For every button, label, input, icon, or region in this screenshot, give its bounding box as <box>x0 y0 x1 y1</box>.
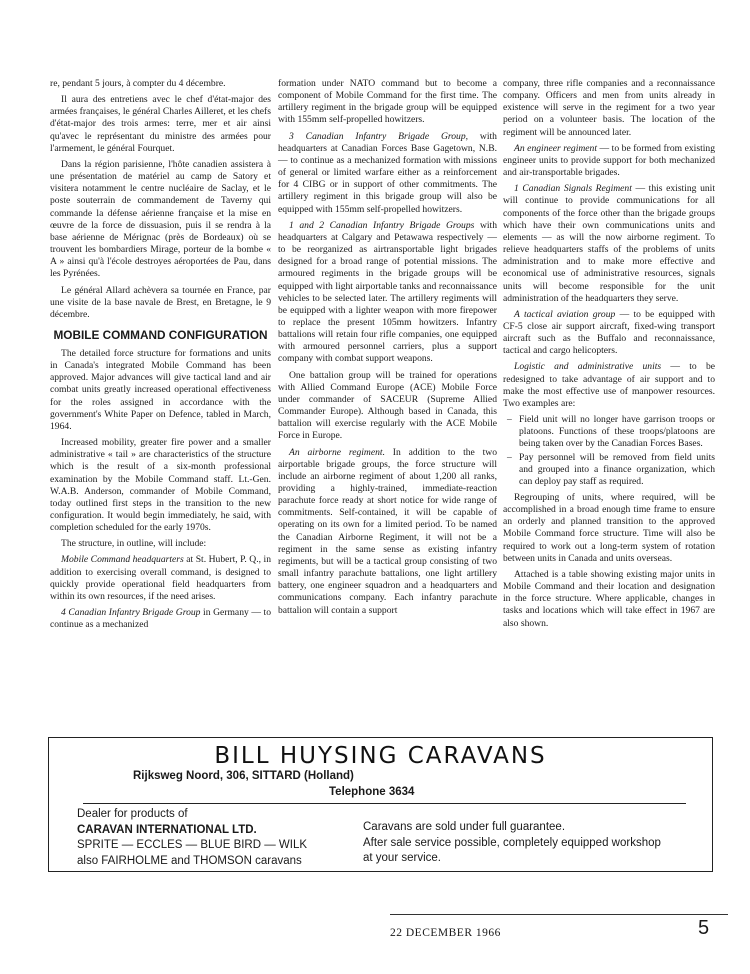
italic-lead: An engineer regiment <box>514 142 598 154</box>
ad-line: also FAIRHOLME and THOMSON caravans <box>77 854 302 867</box>
ad-line: Dealer for products of <box>77 808 188 820</box>
italic-lead: An airborne regiment. <box>289 446 385 458</box>
paragraph: The structure, in outline, will include: <box>61 538 207 550</box>
paragraph: One battalion group will be trained for operations with Allied Command Europe (ACE) Mobile Force under commander of SACEUR (Supreme Allied Commander Europe). Although based in Canada, this battalion will exercise regularly with the ACE Mobile Force in Europe. <box>278 369 497 442</box>
advertisement-box <box>48 737 713 872</box>
paragraph: formation under NATO command but to become a component of Mobile Command for the first time. The artillery regiment in the brigade group will be equipped with 155mm self-propelled howitzers. <box>278 78 497 126</box>
ad-line: Caravans are sold under full guarantee. <box>363 821 566 833</box>
ad-address: Rijksweg Noord, 306, SITTARD (Holland) <box>133 770 354 782</box>
paragraph <box>278 131 497 216</box>
footer-divider <box>390 914 728 915</box>
italic-lead: Mobile Command headquarters <box>61 554 184 566</box>
italic-lead: 1 and 2 Canadian Infantry Brigade Groups <box>289 219 475 231</box>
paragraph <box>278 220 497 366</box>
article-column-1 <box>50 78 271 635</box>
list-item: – Field unit will no longer have garrison troops or platoons. Functions of these troops/platoons are being taken over by the Canadian Forces Bases. <box>503 414 715 450</box>
ad-line: SPRITE — ECCLES — BLUE BIRD — WILK <box>77 839 308 851</box>
paragraph: Il aura des entretiens avec le chef d'état-major des armées françaises, le général Charles Ailleret, et les chefs d'état-major des trois armes: terre, mer et air ainsi qu'avec le représentant du ministre des armées pour l'armement, le général Fourquet. <box>50 94 271 154</box>
paragraph: Attached is a table showing existing major units in Mobile Command and their location and designation in the force structure. Where applicable, changes in tasks and locations which will take effect in 1967 are also shown. <box>503 568 715 629</box>
article-column-3 <box>503 78 715 634</box>
italic-lead: 4 Canadian Infantry Brigade Group <box>61 607 201 619</box>
paragraph-text: in Germany — to continue as a mechanized <box>50 607 271 631</box>
paragraph: Regrouping of units, where required, will be accomplished in a broad enough time frame to ensure an orderly and planned transition to the approved Mobile Command force structure. Time will also be required to work out a long-term system of rotation between units in Canada and units overseas. <box>503 492 715 564</box>
italic-lead: Logistic and administrative units <box>514 361 662 373</box>
paragraph: The detailed force structure for formations and units in Canada's integrated Mobile Command has been approved. Major advances will give tactical land and air combat units greatly increased operational effectiveness for the roles assigned in accordance with the government's White Paper on Defence, tabled in March, 1964. <box>50 347 271 432</box>
ad-title: BILL HUYSING CARAVANS <box>214 743 547 769</box>
ad-line: After sale service possible, completely equipped workshop <box>363 836 661 849</box>
paragraph <box>503 183 715 305</box>
paragraph-text: — to be formed from existing engineer units to provide support for both mechanized and air-transportable brigades. <box>503 142 715 179</box>
paragraph: Dans la région parisienne, l'hôte canadien assistera à une présentation de matériel au camp de Satory et visitera notamment le centre nucléaire de Saclay, et le poste souterrain de commandement de Taverny qui commande la défense aérienne française et la mise en œuvre de la force de dissuasion, puis il se rendra à la base aérienne de Mérignac (près de Bordeaux) où se trouvent les bombardiers Mirage, porteur de la bombe « A » ainsi qu'à l'école destroyes aéroportées de Pau, dans les Pyrénées. <box>50 158 271 280</box>
paragraph <box>50 607 271 631</box>
ad-line: at your service. <box>363 852 441 864</box>
footer-date: 22 DECEMBER 1966 <box>390 927 501 939</box>
paragraph-text: In addition to the two airportable brigade groups, the force structure will include an airborne regiment of about 1,200 all ranks, providing a highly-trained, immediate-reaction parachute force ready at short notice for wide range of commitments. Self-contained, it will be capable of operating on its own for a limited period. To be named the Canadian Airborne Regiment, it will not be a regiment in the same sense as existing infantry regiments, but will be a tactical group consisting of two small infantry parachute battalions, one light artillery battery, one engineer squadron and a headquarters and communications company. Each infantry parachute battalion will contain a support <box>278 446 497 616</box>
paragraph <box>503 361 715 410</box>
paragraph <box>503 143 715 179</box>
ad-service-info <box>363 820 661 867</box>
section-heading: MOBILE COMMAND CONFIGURATION <box>53 327 268 342</box>
italic-lead: 1 Canadian Signals Regiment <box>514 183 632 195</box>
paragraph-text: with headquarters at Canadian Forces Base Gagetown, N.B. — to continue as a mechanized formation with missions of general or limited warfare either as a reinforcement for 4 CIBG or in support of other commitments. The artillery regiment in this brigade group will also be equipped with 155mm self-propelled howitzers. <box>278 130 497 215</box>
paragraph-text: at St. Hubert, P. Q., in addition to exercising overall command, is designed to quickly provide operational field headquarters from within its own resources, if the need arises. <box>50 554 271 602</box>
paragraph-text: — this existing unit will continue to provide communications for all components of the force other than the brigade groups which have their own communications units and elements — as will the now airborne regiment. To relieve headquarters staffs of the problems of units administration and to make more effective and economical use of administrative resources, signals units will become responsible for the unit administration of the headquarters they serve. <box>503 183 715 304</box>
paragraph: re, pendant 5 jours, à compter du 4 décembre. <box>50 78 226 89</box>
paragraph-text: — to be redesigned to take advantage of air support and to make the most effective use of manpower resources. Two examples are: <box>503 361 715 409</box>
ad-phone: Telephone 3634 <box>329 786 415 798</box>
paragraph <box>50 554 271 603</box>
article-column-2 <box>278 78 497 621</box>
paragraph <box>503 309 715 358</box>
paragraph: Increased mobility, greater fire power and a smaller administrative « tail » are characteristics of the structure which is the result of a six-month professional examination by the Mobile Command staff. Lt.-Gen. W.A.B. Anderson, commander of Mobile Command, today outlined first steps in the transition to the new configuration. It would begin immediately, he said, with completion scheduled for the early 1970s. <box>50 437 271 534</box>
paragraph: Le général Allard achèvera sa tournée en France, par une visite de la base navale de Brest, en Bretagne, le 9 décembre. <box>50 284 271 320</box>
list-item: – Pay personnel will be removed from field units and grouped into a finance organization, which can deploy pay staff as required. <box>503 452 715 488</box>
ad-line: CARAVAN INTERNATIONAL LTD. <box>77 823 257 836</box>
example-list <box>503 414 715 488</box>
paragraph: company, three rifle companies and a reconnaissance company. Officers and men from units already in existence will serve in the regiment for a two year period on a volunteer basis. The location of the regiment will be announced later. <box>503 78 715 138</box>
paragraph-text: — to be equipped with CF-5 close air support aircraft, fixed-wing transport aircraft such as the Buffalo and reconnaissance, tactical and cargo helicopters. <box>503 308 715 357</box>
italic-lead: 3 Canadian Infantry Brigade Group, <box>289 130 469 142</box>
ad-divider <box>83 803 686 804</box>
paragraph-text: with headquarters at Calgary and Petawawa respectively — to be reorganized as airtransportable light brigades designed for a broad range of potential missions. The armoured regiments in the brigade groups will be equipped with light airportable tanks and reconnaissance vehicles to be selected later. The artillery regiments will be equipped with a lighter weapon with more firepower to replace the present 105mm howitzers. Infantry battalions will retain four rifle companies, one equipped with armoured personnel carriers, plus a support company with combat support weapons. <box>278 219 497 365</box>
ad-dealer-info <box>77 807 307 869</box>
italic-lead: A tactical aviation group <box>514 308 616 320</box>
paragraph <box>278 447 497 617</box>
page-number: 5 <box>698 917 710 939</box>
